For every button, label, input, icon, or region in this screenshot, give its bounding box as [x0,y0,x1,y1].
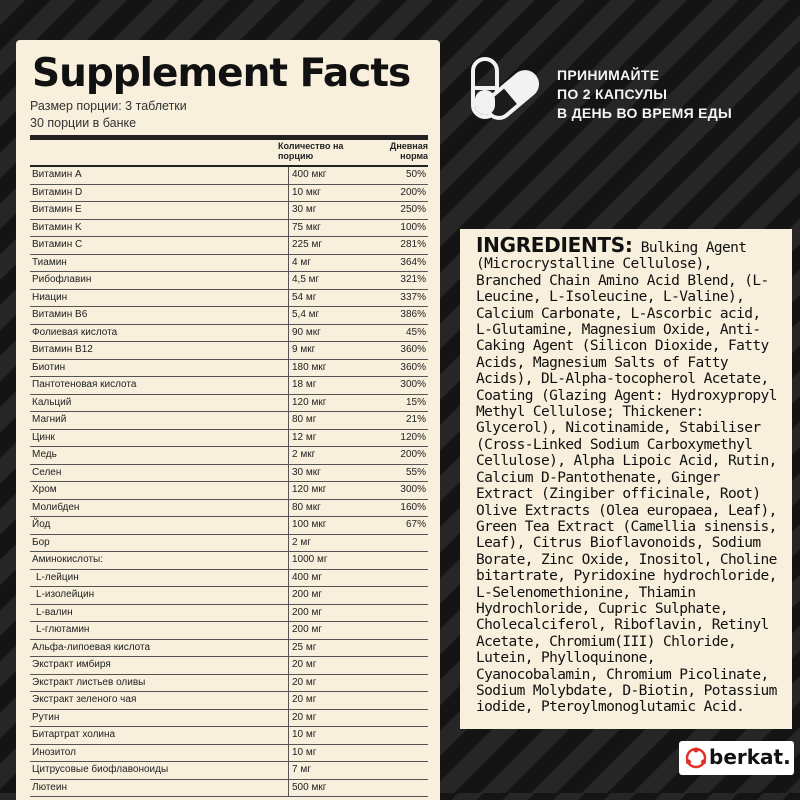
facts-row [30,220,428,238]
nutrient-amount: 10 мг [288,745,392,762]
servings-per-container: 30 порции в банке [30,116,137,130]
nutrient-daily-value: 55% [405,466,426,478]
facts-row [30,255,428,273]
nutrient-amount: 400 мг [288,570,392,587]
facts-row [30,727,428,745]
nutrient-amount: 1000 мг [288,552,392,569]
nutrient-name: Бор [32,536,50,548]
nutrient-name: Кальций [32,396,72,408]
facts-row [30,237,428,255]
nutrient-name: Цинк [32,431,55,443]
column-header-amount: Количество на порцию [278,141,344,161]
nutrient-name: Экстракт имбиря [32,659,111,670]
nutrient-daily-value: 15% [405,396,426,408]
nutrient-name: Лютеин [32,781,67,793]
nutrient-amount: 2 мкг [288,447,392,464]
facts-row [30,762,428,780]
nutrient-name: Витамин А [32,169,82,180]
nutrient-daily-value: 360% [400,361,426,373]
nutrient-name: Молибден [32,501,80,513]
serving-size: Размер порции: 3 таблетки [30,99,187,113]
nutrient-name: Экстракт зеленого чая [32,694,137,705]
nutrient-amount: 120 мкг [288,395,392,412]
facts-row [30,552,428,570]
facts-row [30,745,428,763]
nutrient-name: Аминокислоты: [32,554,104,565]
nutrient-name: Рутин [32,711,60,723]
nutrient-name: Экстракт листьев оливы [32,676,146,688]
ingredients-text: Bulking Agent (Microcrystalline Cellulose), Branched Chain Amino Acid Blend, (L-Leucine, L-Isoleucine, L-Valine), Calcium Carbonate, L-Ascorbic acid, L-Glutamine, Magnesium Oxide, Anti-Caking Agent (Silicon Dioxide, Fatty Acids, Magnesium Salts of Fatty Acids), DL-Alpha-tocopherol Acetate, Coating (Glazing Agent: Hydroxypropyl Methyl Cellulose; Thickener: Glycerol), Nicotinamide, Stabiliser (Cross-Linked Sodium Carboxymethyl Cellulose), Alpha Lipoic Acid, Rutin, Calcium D-Pantothenate, Ginger Extract (Zingiber officinale, Root) Olive Extracts (Olea europaea, Leaf), Green Tea Extract (Camellia sinensis, Leaf), Citrus Bioflavonoids, Sodium Borate, Zinc Oxide, Inositol, Choline bitartrate, Pyridoxine hydrochloride, L-Selenomethionine, Thiamin Hydrochloride, Cupric Sulphate, Cholecalciferol, Riboflavin, Retinyl Acetate, Chromium(III) Chloride, Lutein, Phylloquinone, Cyanocobalamin, Chromium Picolinate, Sodium Molybdate, D-Biotin, Potassium iodide, Pteroylmonoglutamic Acid. [476,240,777,716]
nutrient-name: Инозитол [32,746,76,758]
nutrient-amount: 90 мкг [288,325,392,342]
nutrient-daily-value: 100% [400,221,426,233]
nutrient-name: Витамин В12 [32,344,93,355]
nutrient-amount: 4 мг [288,255,392,272]
nutrient-amount: 12 мг [288,430,392,447]
ingredients-panel [460,229,792,729]
nutrient-name: Витамин E [32,204,82,215]
nutrient-name: Магний [32,414,67,425]
nutrient-name: Витамин В6 [32,309,88,320]
nutrient-amount: 10 мкг [288,185,392,202]
nutrient-amount: 2 мг [288,535,392,552]
facts-row [30,570,428,588]
nutrient-name: Тиамин [32,256,67,268]
nutrient-daily-value: 200% [400,186,426,198]
nutrient-name: Селен [32,466,62,478]
nutrient-amount: 20 мг [288,675,392,692]
nutrient-daily-value: 321% [400,274,426,285]
facts-row [30,360,428,378]
nutrient-daily-value: 120% [400,431,426,443]
nutrient-amount: 100 мкг [288,517,392,534]
facts-row [30,185,428,203]
nutrient-name: Витамин K [32,221,82,233]
nutrient-name: Битартрат холина [32,729,116,740]
nutrient-name: L-изолейцин [36,589,95,600]
nutrient-amount: 400 мкг [288,167,392,184]
facts-row [30,465,428,483]
nutrient-amount: 80 мг [288,412,392,429]
nutrient-daily-value: 67% [405,519,426,530]
facts-row [30,710,428,728]
berkat-watermark: berkat. [679,741,794,775]
nutrient-amount: 7 мг [288,762,392,779]
nutrient-amount: 180 мкг [288,360,392,377]
nutrient-name: Ниацин [32,291,68,303]
nutrient-name: L-лейцин [36,571,79,583]
facts-title: Supplement Facts [32,51,411,96]
nutrient-daily-value: 45% [405,326,426,338]
nutrient-name: Биотин [32,361,66,373]
nutrient-amount: 5,4 мг [288,307,392,324]
nutrient-amount: 20 мг [288,692,392,709]
facts-row [30,517,428,535]
nutrient-name: Медь [32,449,57,460]
facts-table [30,167,428,797]
nutrient-daily-value: 364% [400,256,426,268]
ingredients-label: INGREDIENTS: [476,233,633,257]
nutrient-amount: 20 мг [288,657,392,674]
facts-row [30,447,428,465]
facts-row [30,535,428,553]
facts-row [30,587,428,605]
capsules-icon [467,55,547,123]
nutrient-daily-value: 250% [400,204,426,215]
facts-row [30,202,428,220]
nutrient-name: Витамин C [32,239,83,250]
nutrient-name: L-глютамин [36,624,90,635]
nutrient-amount: 54 мг [288,290,392,307]
nutrient-amount: 20 мг [288,710,392,727]
nutrient-amount: 75 мкг [288,220,392,237]
facts-row [30,325,428,343]
facts-row [30,657,428,675]
nutrient-amount: 25 мг [288,640,392,657]
nutrient-name: Альфа-липоевая кислота [32,641,151,653]
nutrient-name: Рибофлавин [32,274,92,285]
nutrient-amount: 30 мкг [288,465,392,482]
facts-row [30,412,428,430]
berkat-logo-icon [685,747,707,769]
nutrient-name: Витамин D [32,186,83,198]
nutrient-amount: 9 мкг [288,342,392,359]
facts-row [30,692,428,710]
nutrient-name: Фолиевая кислота [32,326,118,338]
nutrient-name: Пантотеновая кислота [32,379,137,390]
nutrient-name: Йод [32,519,51,530]
nutrient-amount: 200 мг [288,622,392,639]
nutrient-amount: 80 мкг [288,500,392,517]
facts-row [30,622,428,640]
nutrient-amount: 18 мг [288,377,392,394]
facts-row [30,342,428,360]
nutrient-amount: 500 мкг [288,780,392,797]
nutrient-amount: 10 мг [288,727,392,744]
nutrient-amount: 200 мг [288,605,392,622]
nutrient-amount: 4,5 мг [288,272,392,289]
nutrient-daily-value: 386% [400,309,426,320]
facts-row [30,395,428,413]
nutrient-daily-value: 337% [400,291,426,303]
facts-row [30,272,428,290]
nutrient-name: Хром [32,484,57,495]
facts-row [30,482,428,500]
nutrient-daily-value: 50% [405,169,426,180]
header-rule [30,135,428,140]
facts-row [30,430,428,448]
facts-row [30,377,428,395]
facts-row [30,290,428,308]
facts-row [30,500,428,518]
facts-row [30,605,428,623]
nutrient-name: L-валин [36,606,73,618]
nutrient-daily-value: 360% [400,344,426,355]
supplement-facts-panel [16,40,440,800]
nutrient-amount: 30 мг [288,202,392,219]
nutrient-daily-value: 160% [400,501,426,513]
nutrient-amount: 225 мг [288,237,392,254]
nutrient-daily-value: 21% [405,414,426,425]
facts-row [30,640,428,658]
nutrient-amount: 200 мг [288,587,392,604]
facts-row [30,167,428,185]
facts-row [30,675,428,693]
nutrient-name: Цитрусовые биофлавоноиды [32,764,169,775]
nutrient-daily-value: 300% [400,484,426,495]
nutrient-daily-value: 200% [400,449,426,460]
nutrient-daily-value: 300% [400,379,426,390]
nutrient-amount: 120 мкг [288,482,392,499]
facts-row [30,780,428,798]
facts-row [30,307,428,325]
dosage-instruction: ПРИНИМАЙТЕ ПО 2 КАПСУЛЫ В ДЕНЬ ВО ВРЕМЯ ЕДЫ [557,67,733,121]
nutrient-daily-value: 281% [400,239,426,250]
column-header-dv: Дневная норма [389,141,428,161]
